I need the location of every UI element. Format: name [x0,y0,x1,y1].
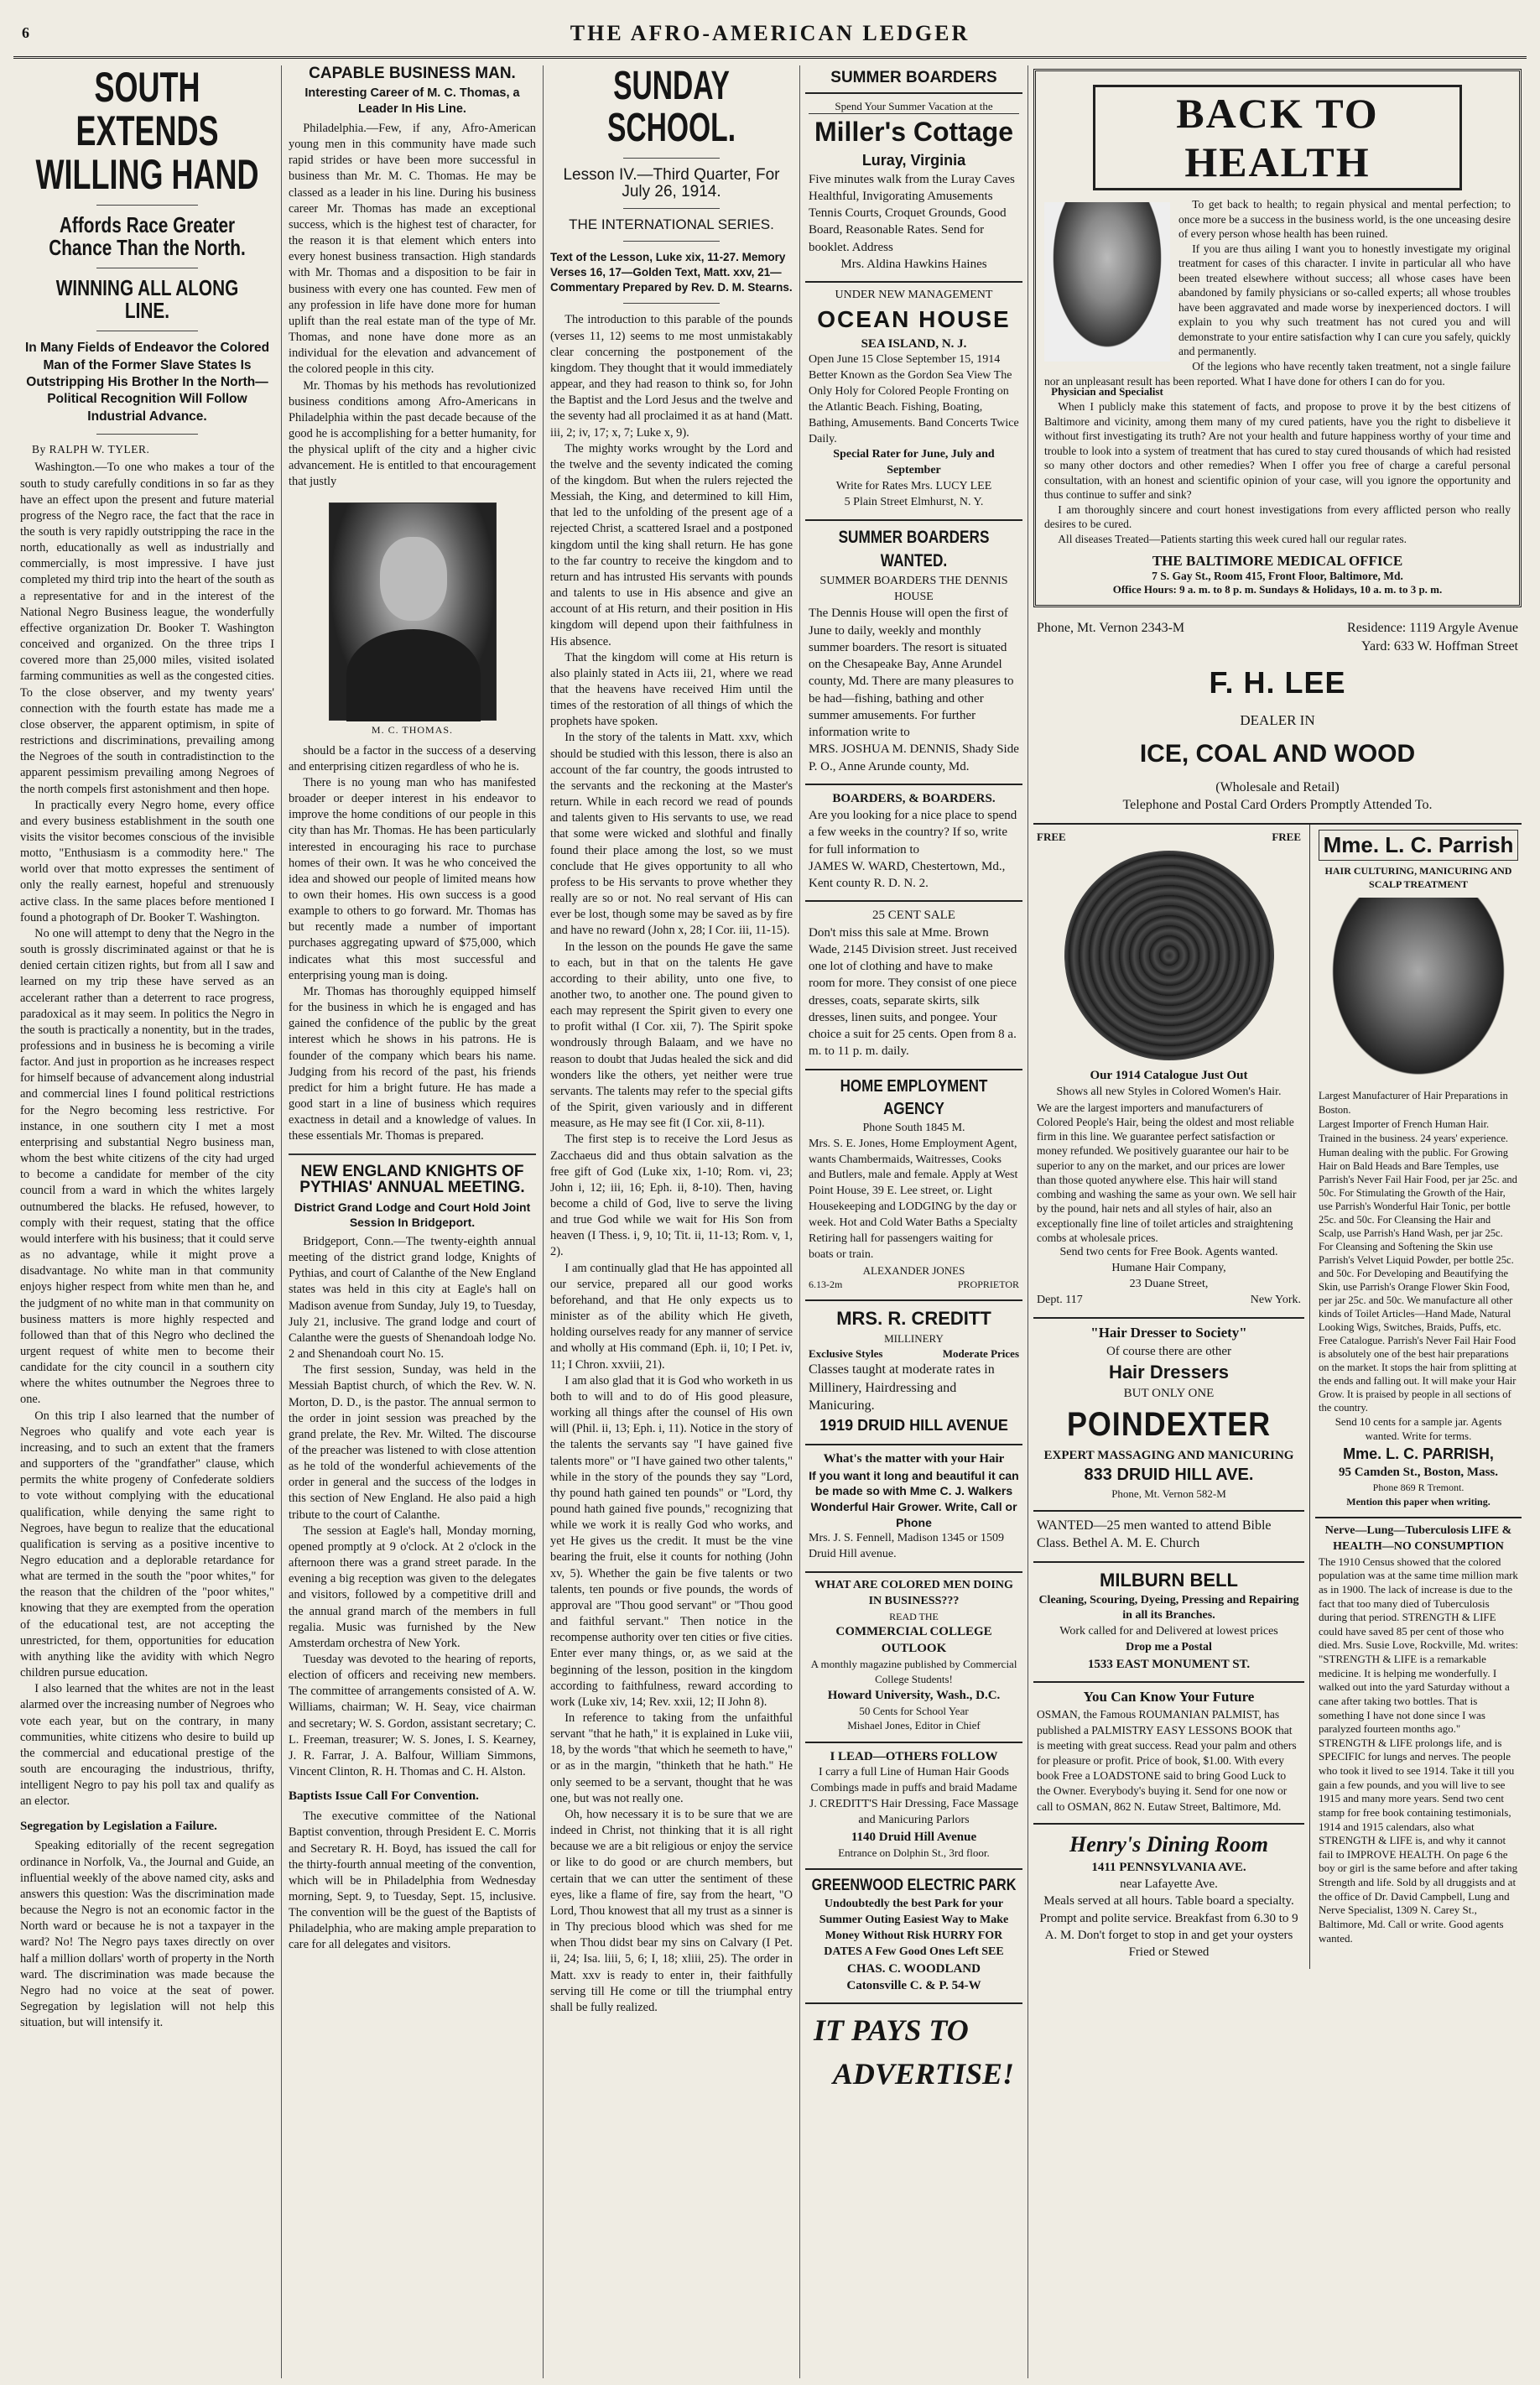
ad-25-cent-sale: 25 CENT SALE Don't miss this sale at Mme. Brown Wade, 2145 Division street. Just received one lot of clothing and have to make room for more. They consist of one piece dresses, coats, separate skirts, silk dresses, linen suits, and pongee. Your choice a suit for 25 cents. Open from 8 a. m. to 11 p. m. daily. [805,902,1022,1070]
columns [13,65,1527,2378]
headline-capable-business-man: CAPABLE BUSINESS MAN. [309,65,516,82]
column-capable-business-man [282,65,544,2378]
newspaper-title: THE AFRO-AMERICAN LEDGER [570,20,970,45]
portrait-caption: M. C. THOMAS. [371,723,454,736]
ad-home-employment-agency: HOME EMPLOYMENT AGENCY Phone South 1845 M. Mrs. S. E. Jones, Home Employment Agent, wants Chambermaids, Waitresses, Cooks and Butlers, male and female. Apply at West Point House, 39 E. Lee street, or. Light Housekeeping and LODGING by the day or week. Hot and Cold Water Baths a Specialty Retiring hall for passengers waiting for boats or train. ALEXANDER JONES 6.13-2m PROPRIETOR [805,1070,1022,1302]
ad-poindexter: "Hair Dresser to Society" Of course there are other Hair Dressers BUT ONLY ONE POINDEXTER EXPERT MASSAGING AND MANICURING 833 DRUID HILL AVE. Phone, Mt. Vernon 582-M [1033,1319,1304,1512]
paragraph: Washington.—To one who makes a tour of the south to study carefully conditions in so far as they have an effect upon the present and future material progress of the Negro race, the fact that the race in the south is very rapidly outstripping the race in the north, educationally as well as industrially and commercially, is most impressive. I have just completed my third trip into the heart of the south as a representative for and in the interest of the National Negro Business league, the wonderfully effective organization Dr. Booker T. Washington conceived and organized. On the three trips I covered more than 25,000 miles, visited isolated farming communities as well as the congested cities. To the close observer, and my twenty years' connection with the fourth estate has made me a close observer, the apparent optimism, in spite of restrictions and discriminations, prevailing among the Negroes of the south in contradistinction to the apparent pessimism prevailing among Negroes of the north compels first astonishment and then hope. [20,461,274,796]
physician-portrait [1044,202,1170,362]
article-south-extends [20,460,274,2031]
ad-strength-and-life: Nerve—Lung—Tuberculosis LIFE & HEALTH—NO CONSUMPTION The 1910 Census showed that the colored population was at the same time million mark as in 1900. The lack of increase is due to the fact that too many died of Tuberculosis during that period. STRENGTH & LIFE could have saved 85 per cent of those who died. Mrs. Susie Love, Rockville, Md. writes: "STRENGTH & LIFE is a remarkable medicine. It is helping me wonderfully. I walked out into the yard Saturday without a cane after taking two bottles. That is something I have not done since I was paralyzed fourteen months ago." STRENGTH & LIFE prolongs life, and is SPECIFIC for lungs and nerves. The people who took it lived to see 1914. Take it till you gain a few pounds, and you will live to see 1915 and many more years. Send two cent stamp for free book containing testimonials, 1914 and 1915 calendars, also what STRENGTH & LIFE is, and why it cannot fail to IMPROVE HEALTH. On page 6 the boy or girl is the same before and after taking Strength and life. Sold by all druggists and at the office of Dr. David Campbell, Lung and Nerve Specialist, 1309 N. Carey St., Baltimore, Md. Call or write. Good agents wanted. [1319,1523,1518,1945]
paragraph: No one will attempt to deny that the Negro in the south is grossly discriminated against or that he is denied certain citizen rights, but from all I saw and learned on my trip these have served as an accelerant rather than a deterrent to race progress, paradoxical as it may seem. In politics the Negro in the south is practically a nonentity, but in the trades, professions and in business he is becoming a virile factor. And just in proportion as he increases respect for himself because of advancement along industrial and commercial lines I found political restrictions for the Negro becoming less restrictive. For instance, in one southern city I met a most enterprising and substantial Negro business man, whom the best white citizens of the city had urged to become a candidate for member of the city council from a ward in which the whites largely outnumbered the blacks. He refused, however, to comply with their request, stating that the office would interfere with his business; that it could serve as no advantage, while it might prove a disadvantage. No white man in that community enjoys higher respect from white men than he, and the judgment of no white man in that community on business matters is more highly respected and followed than that of this Negro who declined the urgent request of white men to become their candidate for the city council in a southern city where the whites outnumber the Negroes three to one. [20,926,274,1407]
parrish-portrait [1326,898,1511,1082]
headline-knights-of-pythias: NEW ENGLAND KNIGHTS OF PYTHIAS' ANNUAL MEETING. [299,1162,525,1197]
ad-henrys-dining-room: Henry's Dining Room 1411 PENNSYLVANIA AVE. near Lafayette Ave. Meals served at all hours. Table board a specialty. Prompt and polite service. Breakfast from 6.30 to 9 A. M. Don't forget to stop in and get your oysters Fried or Stewed [1039,1831,1298,1960]
ad-millers-cottage: Spend Your Summer Vacation at the Miller's Cottage Luray, Virginia Five minutes walk from the Luray Caves Healthful, Invigorating Amusements Tennis Courts, Croquet Grounds, Good Board, Reasonable Rates. Send for booklet. Address Mrs. Aldina Hawkins Haines [805,94,1022,284]
headline-sunday-school: SUNDAY SCHOOL. [606,65,736,150]
column-south-extends [13,65,282,2378]
paragraph: I also learned that the whites are not in the least alarmed over the increasing number of Negroes who vote each year, but on the contrary, in many communities, white citizens who desire to build up the commercial and educational prestige of the south are encouraging the industrious, thrifty, intelligent Negro to pay his poll tax and qualify as an elector. [20,1682,274,1809]
paragraph: In the lesson on the pounds He gave the same to each, but in that on the talents He gave according to their ability, unto one five, to another two, to another one. The pound given to each may represent the Spirit given to every one to profit withal (I Cor. xii, 7). The Spirit spoke wondrously through Balaam, and we have no reason to doubt that Judas healed the sick and did wonders like the others, yet neither were true servants. The talents may refer to the special gifts of the Spirit, given variously and in different measure, as He may see fit (I Cor. xii, 8-11). [550,940,793,1131]
column-sunday-school [544,65,800,2378]
ad-dennis-house: SUMMER BOARDERS WANTED. SUMMER BOARDERS THE DENNIS HOUSE The Dennis House will open the first of June to daily, weekly and monthly summer boarders. The resort is situated on the Chesapeake Bay, Anne Arundel county, Md. There are many pleasures to be had—fishing, bathing and other summer amusements. For further information write to MRS. JOSHUA M. DENNIS, Shady Side P. O., Anne Arunde county, Md. [805,521,1022,785]
headline-south-extends: SOUTH EXTENDS [75,65,219,154]
paragraph: In practically every Negro home, every office and every business establishment in the south one visits the visitor becomes conscious of the invisible motto, "Enthusiasm is a commodity here." The world over that motto expresses the sentiment of only the really earnest, hopeful and strenuously active class. In the same places before mentioned I found a photograph of Dr. Booker T. Washington. [20,798,274,924]
paragraph: There is no young man who has manifested broader or deeper interest in his endeavor to improve the home conditions of our people in this city than has Mr. Thomas. He has been particularly interested in encouraging his race to purchase homes of their own. It was he who conceived the idea and showed our people of limited means how to own their homes. His own success is a good example to others to go forward. Mr. Thomas has but recently made a number of important purchases aggregating upward of $75,000, which indicates what this most successful and enterprising young man is doing. [289,775,536,982]
paragraph: I am continually glad that He has appointed all our service, prepared all our good works beforehand, and that He only expects us to minister as of the ability which He giveth, holding ourselves ready for any manner of service and wholly at His command (Eph. ii, 10; I Pet. iv, 11; I Chron. xxviii, 21). [550,1261,793,1372]
paragraph: Philadelphia.—Few, if any, Afro-American young men in this community have made such rapid strides or have been more successful in business than Mr. M. C. Thomas. He may be classed as a leader in his line. During his business career Mr. Thomas has made an exceptional success, which is the highest test of character, for the reason it is that element which enters into every honest business transaction. High standards with Mr. Thomas and a disposition to be fair in business with every one has counted. Few men of any profession in life have done more for human uplift than the real estate man of the type of Mr. Thomas, and none have done more as an individual for the elevation and advancement of the colored people in this city. [289,122,536,377]
deck-winning: WINNING ALL ALONG LINE. [55,275,239,324]
byline: By RALPH W. TYLER. [32,443,150,456]
paragraph: Mr. Thomas has thoroughly equipped himself for the business in which he is engaged and has gained the confidence of the public by the great interest which he shows in his patrons. He is founder of the company which bears his name. Judging from his record of the past, his friends predict for him a bright future. He has made a good start in a line of business which requires exactness in detail and a knowledge of values. In these essentials Mr. Thomas is prepared. [289,984,536,1143]
paragraph: Bridgeport, Conn.—The twenty-eighth annual meeting of the district grand lodge, Knights of Pythias, and court of Calanthe of the New England states was held in this city at Eagle's hall on Madison avenue from Sunday, July 19, to Tuesday, July 21, inclusive. The grand lodge and court of Calanthe were the guests of Shenandoah lodge No. 2 and Shenandoah court No. 15. [289,1234,536,1362]
ocean-house-name: OCEAN HOUSE [817,306,1011,333]
portrait-m-c-thomas [329,503,497,721]
ad-ocean-house: UNDER NEW MANAGEMENT OCEAN HOUSE SEA ISLAND, N. J. Open June 15 Close September 15, 1914 Better Known as the Gordon Sea View The Only Holy for Colored People Fronting on the Atlantic Beach. Fishing, Boating, Bathing, Amusements. Band Concerts Twice Daily. Special Rater for June, July and September Write for Rates Mrs. LUCY LEE 5 Plain Street Elmhurst, N. Y. [805,283,1022,521]
paragraph: Tuesday was devoted to the hearing of reports, election of officers and receiving new members. The committee of arrangements consisted of A. W. Williams, chairman; W. H. Seay, vice chairman and secretary; W. S. Gordon, assistant secretary; C. L. Freeman, treasurer; W. S. Jones, I. S. Kearney, J. R. Farrar, J. A. Balfour, William Simmons, Vincent Clinton, R. H. Thomas and C. H. Alston. [289,1653,536,1779]
paragraph: I am also glad that it is God who worketh in us both to will and to do of His good pleasure, working all things after the counsel of His own will (Phil. ii, 13; Eph. i, 11). Notice in the story of the talents the servants say "I have gained five talents more" or "I have gained two other talents," while in the story of the pounds they say "Lord, thy pound hath gained ten pounds" or "Lord, thy pound hath gained five pounds," recognizing that while we work it is really God who works, and yet He gives us the credit. It must be the vine bearing the fruit, else it counts for nothing (John xv, 5). Whether the gain be five talents or two talents, ten pounds or five pounds, the words of approval are "Thou good servant" or "Thou good and faithful servant." Then notice in the recompense authority over ten cities or five cities. Enter ever many things, or, as we said at the beginning of the lesson, position in the kingdom according to faithfulness, reward according to work (Luke xiv, 14; Rev. xxii, 12; II John 8). [550,1373,793,1709]
paragraph: The executive committee of the National Baptist convention, through President E. C. Morris and Secretary R. H. Boyd, has issued the call for the thirty-fourth annual meeting of the convention, which will be in Philadelphia from Wednesday morning, Sept. 9, to Tuesday, Sept. 15, inclusive. The convention will be the guest of the Baptists of Philadelphia, who are making ample preparation to care for all delegates and visitors. [289,1810,536,1952]
paragraph: The mighty works wrought by the Lord and the twelve and the seventy indicated the coming of the kingdom. But when the rulers rejected the Messiah, the King, and determined to kill Him, that led to the unfolding of the present age of a rejected Christ, a scattered Israel and a postponed kingdom until the king shall return. He has gone to the far country to receive the kingdom and to return and has intrusted His servants with pounds and talents to use in His absence and give an account of at His return, and their position in His kingdom will depend upon their faithfulness in His absence. [550,441,793,648]
physician-caption: Physician and Specialist [1051,385,1163,398]
ad-greenwood-electric-park: GREENWOOD ELECTRIC PARK Undoubtedly the best Park for your Summer Outing Easiest Way to Make Money Without Risk HURRY FOR DATES A Few Good Ones Left SEE CHAS. C. WOODLAND Catonsville C. & P. 54-W [805,1870,1022,2004]
subhead-baptists: Baptists Issue Call For Convention. [289,1789,479,1804]
headline-willing-hand: WILLING HAND [35,151,259,198]
paragraph: In the story of the talents in Matt. xxv, which should be studied with this lesson, there is also an account of the far country, the goods intrusted to the servants and the reckoning at the Master's return. While in each record we read of pounds and talents given to His servants to use, we read that some were wicked and slothful and finally found their place among the lost, so we must conclude that He gives opportunity to all who profess to be His servants to prove whether they really are so or not. No real servant of His can ever be lost, though some may be saved as by fire and have no reward (John x, 28; I Cor. iii, 11-15). [550,731,793,938]
ad-it-pays-to-advertise: IT PAYS TO ADVERTISE! [814,2013,1014,2091]
ad-osman-palmist: You Can Know Your Future OSMAN, the Famous ROUMANIAN PALMIST, has published a PALMISTRY EASY LESSONS BOOK that is meeting with great success. Read your palm and others for pleasure or profit. Price of book, $1.00. With every book Free a LOADSTONE said to bring Good Luck to the Owner. Everybody's buying it. Send for one now or call to OSMAN, 862 N. Eutaw Street, Baltimore, Md. [1033,1683,1304,1824]
ad-boarders-ward: BOARDERS, & BOARDERS. Are you looking for a nice place to spend a few weeks in the country? If so, write for full information to JAMES W. WARD, Chestertown, Md., Kent county R. D. N. 2. [805,785,1022,903]
subhead-segregation: Segregation by Legislation a Failure. [20,1819,217,1833]
paragraph: The session at Eagle's hall, Monday morning, opened promptly at 9 o'clock. At 2 o'clock in the afternoon there was a grand street parade. In the evening a big reception was given to the delegates and visitors, followed by a competitive drill and the annual grand march of the members in full regalia. Music was furnished by the New Amsterdam orchestra of New York. [289,1523,536,1650]
masthead [13,10,1527,59]
hair-switch-illustration [1064,851,1274,1060]
deck-district-lodge: District Grand Lodge and Court Hold Joint Session In Bridgeport. [294,1200,531,1230]
ad-mrs-creditt-millinery: MRS. R. CREDITT MILLINERY Exclusive Styles Moderate Prices Classes taught at moderate rates in Millinery, Hairdressing and Manicuring. 1919 DRUID HILL AVENUE [805,1301,1022,1445]
summer-boarders-heading: SUMMER BOARDERS [830,69,997,86]
poindexter-name: POINDEXTER [1066,1405,1272,1443]
ad-bible-class-wanted: WANTED—25 men wanted to attend Bible Class. Bethel A. M. E. Church [1033,1512,1304,1563]
paragraph: Oh, how necessary it is to be sure that we are indeed in Christ, not thinking that it is all right because we are a bit religious or enjoy the service or like to do good or are church members, but certain that we can utter the sentiment of these eyes, like a flame of fire, say from the heart, "O Lord, Thou knowest that all my trust as a sinner is in Thy precious blood which was shed for me when Thou didst bear my sins on Calvary (I Pet. ii, 24; Isa. liii, 5, 6; I, 18; xliii, 25). The order in Matt. xxv is ready to enter in, their faithfully serving till He come or till the triumphal entry shall be fully realized. [550,1807,793,2014]
ad-f-h-lee: Phone, Mt. Vernon 2343-M Residence: 1119 Argyle Avenue Yard: 633 W. Hoffman Street F. H. LEE DEALER IN ICE, COAL AND WOOD (Wholesale and Retail) Telephone and Postal Card Orders Promptly Attended To. [1033,607,1522,824]
deck-greater-chance: Affords Race Greater Chance Than the North. [49,212,246,261]
deck-international-series: THE INTERNATIONAL SERIES. [569,216,774,233]
ad-walkers-hair-grower: What's the matter with your Hair If you want it long and beautiful it can be made so with Mme C. J. Walkers Wonderful Hair Grower. Write, Call or Phone Mrs. J. S. Fennell, Madison 1345 or 1509 Druid Hill avenue. [805,1445,1022,1573]
deck-lesson: Lesson IV.—Third Quarter, For July 26, 1914. [563,165,780,200]
back-to-health-title: BACK TO HEALTH [1093,85,1462,190]
paragraph: Speaking editorially of the recent segregation ordinance in Norfolk, Va., the Journal and Guide, an influential weekly of the above named city, asks and answers this question: Was the discrimination made because the Negro is not an economic factor in the North ward or because he is not a taxpayer in the ward? No! The Negro pays taxes directly on over half a million dollars' worth of property in the North ward. The discrimination was made because the Negro had no voice at the seat of power. Segregation by legislation will not help this situation, but will intensify it. [20,1839,274,2030]
ad-commercial-college-outlook: WHAT ARE COLORED MEN DOING IN BUSINESS??? READ THE COMMERCIAL COLLEGE OUTLOOK A monthly magazine published by Commercial College Students! Howard University, Wash., D.C. 50 Cents for School Year Mishael Jones, Editor in Chief [805,1573,1022,1743]
ad-humane-hair-company: FREE FREE Our 1914 Catalogue Just Out Shows all new Styles in Colored Women's Hair. We are the largest importers and manufacturers of Colored People's Hair, being the oldest and most reliable firm in this line. We guarantee perfect satisfaction or money refunded. We positively guarantee our hair to be superior to any on the market, and our prices are lower than those quoted anywhere else. This hair will stand combing and washing the same as your own. We sell hair by the pound, hair nets and all styles of hair, also an exceptionally fine line of toilet articles and straightening combs at wholesale prices. Send two cents for Free Book. Agents wanted. Humane Hair Company, 23 Duane Street, Dept. 117 New York. [1033,825,1304,1319]
ad-i-lead-others-follow: I LEAD—OTHERS FOLLOW I carry a full Line of Human Hair Goods Combings made in puffs and braid Madame J. CREDITT'S Hair Dressing, Face Massage and Manicuring Parlors 1140 Druid Hill Avenue Entrance on Dolphin St., 3rd floor. [805,1743,1022,1871]
ad-mme-l-c-parrish: Mme. L. C. Parrish HAIR CULTURING, MANICURING AND SCALP TREATMENT Largest Manufacturer of Hair Preparations in Boston. Largest Importer of French Human Hair. Trained in the business. 24 years' experience. Human dealing with the public. For Growing Hair on Bald Heads and Bare Temples, use Parrish's Never Fail Hair Food, per jar 25c. and 50c. For Stimulating the Growth of the Hair, use Parrish's Wonderful Hair Tonic, per bottle 25c. and 50c. For Cleansing the Hair and Scalp, use Parrish's Hand Wash, per jar 25c. For Cleansing and Softening the Skin use Parrish's Velvet Liquid Powder, per bottle 25c. and 50c. For Developing and Beautifying the Skin, use Parrish's Orange Flower Skin Food, per jar 25c. and 50c. We manufacture all other kinds of Toilet Articles—Hand Made, Natural Looking Wigs, Switches, Braids, Puffs, etc. Free Catalogue. Parrish's Never Fail Hair Food is absolutely one of the best hair preparations on the market. It stops the hair from splitting at the ends and falling out. It will make your Hair Grow. It is praised by people in all sections of the country. Send 10 cents for a sample jar. Agents wanted. Write for terms. Mme. L. C. PARRISH, 95 Camden St., Boston, Mass. Phone 869 R Tremont. Mention this paper when writing. [1315,825,1522,1518]
paragraph: On this trip I also learned that the number of Negroes who qualify and vote each year is increasing, and to such an extent that the framers and supporters of the "grandfather" clause, which permits the white progeny of Confederate soldiers to vote without complying with the educational qualification, while denying the same right to Negroes, have begun to realize that the educational qualification is serving as a positive incentive to Negro education and a deplorable retardance for what are termed in the south the "poor whites," for the reason that the children of the "poor whites," knowing that they are exempted from the operation of the educational test, are not accepting the unrestricted, for them, opportunities for education with anything like the avidity with which Negro children pursue education. [20,1409,274,1680]
paragraph: In reference to taking from the unfaithful servant "that he hath," it is explained in Luke viii, 18, by the words "that which he seemeth to have," or as in the margin, "thinketh that he hath." He only seemed to be a servant, thought that he was one, but was not really one. [550,1711,793,1805]
page-number: 6 [22,24,29,41]
column-summer-boarders [800,65,1028,2378]
paragraph: Mr. Thomas by his methods has revolutionized business conditions among Afro-Americans in Philadelphia within the past decade because of the good he is accomplishing for a better humanity, for the physical uplift of the city and a higher civic advancement. He is entitled to that encouragement that justly [289,378,536,489]
paragraph: The introduction to this parable of the pounds (verses 11, 12) seems to me most unmistakably clear concerning the postponement of the kingdom. They thought that it would immediately appear, and they had reason to think so, for John the Baptist and the Lord Jesus and the twelve and the seventy had all proclaimed it as at hand (Matt. iii, 2; iv, 17; x, 7; Luke x, 9). [550,313,793,440]
paragraph: should be a factor in the success of a deserving and enterprising citizen regardless of who he is. [289,743,536,773]
paragraph: That the kingdom will come at His return is also plainly stated in Acts iii, 21, where we read that the heavens have received Him until the times of the restoration of all things of which the prophets have spoken. [550,650,793,729]
deck-thomas: Interesting Career of M. C. Thomas, a Leader In His Line. [304,86,520,116]
ad-back-to-health: BACK TO HEALTH To get back to health; to regain physical and mental perfection; to once more be a success in the business world, is the one unceasing desire of every person whose health has been ruined. If you are thus ailing I want you to honestly investigate my original treatment for cases of this character. I invite in particular all who have been treated elsewhere without success; all whose cases have been abandoned by family physicians or so-called experts; all whose troubles have been aggravated and made worse by inexperienced doctors. I will explain to you why such treatment has not cured you and will demonstrate to your entire satisfaction why I can cure you safely, quickly and permanently. Of the legions who have recently taken treatment, not a single failure nor an unpleasant result has been reported. What I have done for others I can do for you. Physician and Specialist When I publicly make this statement of facts, and propose to prove it by the best citizens of Baltimore and vicinity, among them many of my cured patients, have you the right to disbelieve it without first investigating its truth? Are not your health and future happiness worthy of your time and trouble to look into a system of treatment that has cured to stay cured thousands of which had resisted so many other doctors and other remedies? When I offer you free of charge a careful personal consultation, with an honest and scientific opinion of your case, will you ignore the opportunity and thus continue to suffer and sink? I am thoroughly sincere and court honest investigations from every afflicted person who really desires to be cured. All diseases Treated—Patients starting this week cured hall our regular rates. THE BALTIMORE MEDICAL OFFICE 7 S. Gay St., Room 415, Front Floor, Baltimore, Md. Office Hours: 9 a. m. to 8 p. m. Sundays & Holidays, 10 a. m. to 3 p. m. [1033,69,1522,607]
paragraph: The first session, Sunday, was held in the Messiah Baptist church, of which the Rev. W. N. Morton, D. D., is the pastor. The annual sermon to the order in joint session was preached by the grand prelate, the Rev. Mr. Wilted. The discourse of the preacher was listened to with close attention as he told of the wonderful achievements of the order in general and the success of the lodges in this section of New England. He also paid a high tribute to the court of Calanthe. [289,1363,536,1522]
millers-cottage-name: Miller's Cottage [814,117,1013,148]
deck-many-fields: In Many Fields of Endeavor the Colored Man of the Former Slave States Is Outstripping His Brother In the North—Political Recognition Will Follow Industrial Advance. [24,341,270,424]
deck-text-of-lesson: Text of the Lesson, Luke xix, 11-27. Memory Verses 16, 17—Golden Text, Matt. xxv, 21—Commentary Prepared by Rev. D. M. Stearns. [550,250,793,294]
ad-milburn-bell: MILBURN BELL Cleaning, Scouring, Dyeing, Pressing and Repairing in all its Branches. Work called for and Delivered at lowest prices Drop me a Postal 1533 EAST MONUMENT ST. [1033,1563,1304,1684]
column-advertisements-right [1028,65,1527,2378]
f-h-lee-name: F. H. LEE [1209,664,1346,700]
paragraph: The first step is to receive the Lord Jesus as Zacchaeus did and thus obtain salvation as the free gift of God (Luke xix, 1-10; Rom. vi, 23; John i, 12; iii, 16; Eph. ii, 8-10). Then, having become a child of God, live to serve the living and true God while we wait for His Son from heaven (I Thess. i, 9, 10; Tit. ii, 11-13; Rom. v, 1, 2). [550,1133,793,1259]
